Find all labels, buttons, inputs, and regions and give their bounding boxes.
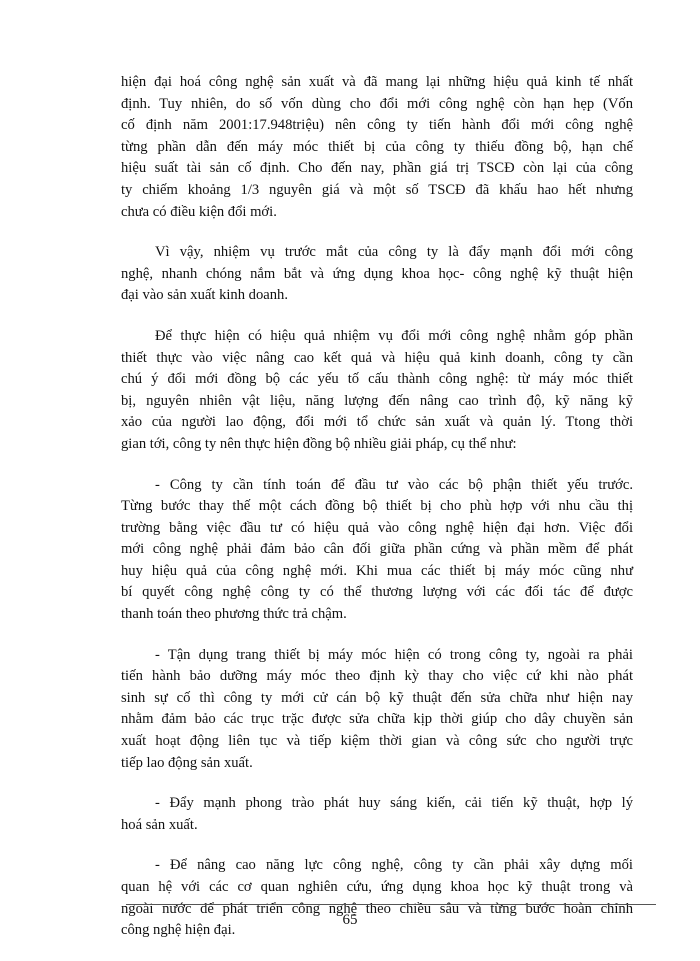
text-line: hoá sản xuất. bbox=[121, 816, 198, 833]
text-line: ngoài nước để phát triển công nghệ theo chiều sâu và từng bước hoàn chỉnh bbox=[121, 900, 633, 917]
text-line: thiết thực vào việc nâng cao kết quả và hiệu quả kinh doanh, công ty cần bbox=[121, 349, 633, 366]
paragraph bbox=[121, 242, 633, 307]
text-line: - Tận dụng trang thiết bị máy móc hiện có trong công ty, ngoài ra phải bbox=[155, 646, 633, 663]
paragraph bbox=[121, 793, 633, 836]
text-line: cố định năm 2001:17.948triệu) nên công ty tiến hành đổi mới công nghệ bbox=[121, 117, 633, 134]
text-line: - Để nâng cao năng lực công nghệ, công ty cần phải xây dựng mối bbox=[155, 857, 633, 874]
footer-divider bbox=[126, 904, 656, 905]
text-line: mới công nghệ phải đảm bảo cân đối giữa phần cứng và phần mềm để phát bbox=[121, 541, 633, 558]
text-line: - Đẩy mạnh phong trào phát huy sáng kiến, cải tiến kỹ thuật, hợp lý bbox=[155, 795, 633, 812]
paragraph bbox=[121, 72, 633, 223]
text-line: - Công ty cần tính toán để đầu tư vào các bộ phận thiết yếu trước. bbox=[155, 476, 633, 493]
text-line: Vì vậy, nhiệm vụ trước mắt của công ty là đẩy mạnh đổi mới công bbox=[155, 244, 633, 261]
text-line: bị, nguyên nhiên vật liệu, năng lượng đến nâng cao trình độ, kỹ năng kỹ bbox=[121, 392, 633, 409]
paragraph bbox=[121, 326, 633, 456]
text-line: tiếp lao động sản xuất. bbox=[121, 754, 253, 771]
text-line: Để thực hiện có hiệu quả nhiệm vụ đổi mới công nghệ nhằm góp phần bbox=[155, 327, 633, 344]
text-line: sinh sự cố thì công ty mới cử cán bộ kỹ thuật đến sửa chữa như hiện nay bbox=[121, 689, 633, 706]
text-line: chưa có điều kiện đổi mới. bbox=[121, 203, 277, 220]
text-line: Từng bước thay thế một cách đồng bộ thiết bị cho phù hợp với nhu cầu thị bbox=[121, 498, 633, 515]
text-line: thanh toán theo phương thức trả chậm. bbox=[121, 606, 347, 623]
text-line: đại vào sản xuất kinh doanh. bbox=[121, 287, 288, 304]
text-line: nhằm đảm bảo các trục trặc được sửa chữa kịp thời giúp cho dây chuyền sản bbox=[121, 711, 633, 728]
text-line: hiệu suất tài sản cố định. Cho đến nay, phần giá trị TSCĐ còn lại của công bbox=[121, 160, 633, 177]
text-line: từng phần dẫn đến máy móc thiết bị của công ty thiếu đồng bộ, hạn chế bbox=[121, 138, 633, 155]
document-body bbox=[121, 72, 633, 961]
text-line: công nghệ hiện đại. bbox=[121, 922, 236, 939]
text-line: nghệ, nhanh chóng nắm bắt và ứng dụng khoa học- công nghệ kỹ thuật hiện bbox=[121, 265, 633, 282]
text-line: quan hệ với các cơ quan nghiên cứu, ứng dụng khoa học kỹ thuật trong và bbox=[121, 879, 633, 895]
text-line: tiến hành bảo dưỡng máy móc theo định kỳ thay cho việc cứ khi nào phát bbox=[121, 668, 633, 685]
text-line: định. Tuy nhiên, do số vốn dùng cho đổi mới công nghệ còn hạn hẹp (Vốn bbox=[121, 95, 633, 112]
text-line: gian tới, công ty nên thực hiện đồng bộ nhiều giải pháp, cụ thể như: bbox=[121, 435, 517, 452]
text-line: huy hiệu quả của công nghệ mới. Khi mua các thiết bị máy móc cũng như bbox=[121, 562, 633, 579]
text-line: xuất hoạt động liên tục và tiếp kiệm thời gian và công sức cho người trực bbox=[121, 733, 633, 750]
text-line: chú ý đổi mới đồng bộ các yếu tố cấu thành công nghệ: từ máy móc thiết bbox=[121, 371, 633, 388]
paragraph bbox=[121, 475, 633, 626]
paragraph bbox=[121, 645, 633, 775]
text-line: trường bằng việc đầu tư có hiệu quả vào công nghệ hiện đại hơn. Việc đổi bbox=[121, 519, 633, 536]
page-number: 65 bbox=[342, 912, 358, 928]
text-line: ty chiếm khoảng 1/3 nguyên giá và một số TSCĐ đã khấu hao hết nhưng bbox=[121, 181, 633, 198]
text-line: bí quyết công nghệ công ty có thể thương lượng với các đối tác để được bbox=[121, 584, 633, 601]
text-line: xảo của người lao động, đổi mới tổ chức sản xuất và quản lý. Ttong thời bbox=[121, 414, 633, 431]
text-line: hiện đại hoá công nghệ sản xuất và đã mang lại những hiệu quả kinh tế nhất bbox=[121, 74, 633, 90]
